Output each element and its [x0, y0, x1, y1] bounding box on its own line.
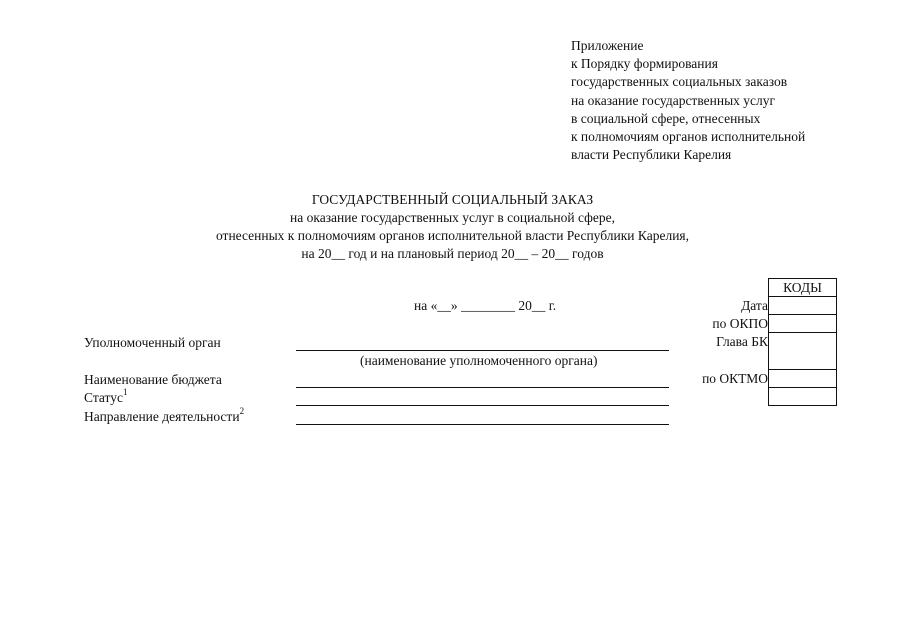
authorized-body-line[interactable]: [296, 350, 669, 351]
document-title: [0, 191, 905, 263]
codes-label-glava-bk: Глава БК: [716, 334, 768, 349]
label-direction: [84, 405, 245, 425]
code-cell-oktmo[interactable]: [769, 370, 837, 388]
code-cell-okpo[interactable]: [769, 315, 837, 333]
label-authorized-body: Уполномоченный орган: [84, 335, 221, 350]
label-budget-name: Наименование бюджета: [84, 372, 222, 387]
appendix-line: власти Республики Карелия: [571, 147, 732, 163]
appendix-line: в социальной сфере, отнесенных: [571, 110, 761, 126]
appendix-line: государственных социальных заказов: [571, 74, 788, 90]
codes-label-okpo: по ОКПО: [712, 316, 768, 331]
footnote-2: 2: [239, 405, 245, 416]
code-cell-extra[interactable]: [769, 388, 837, 406]
status-line[interactable]: [296, 405, 669, 406]
direction-line[interactable]: [296, 424, 669, 425]
appendix-line: Приложение: [571, 38, 644, 53]
title-line-2: отнесенных к полномочиям органов исполнительной власти Республики Карелия,: [215, 228, 690, 243]
authorized-body-hint: (наименование уполномоченного органа): [360, 353, 598, 368]
codes-header: КОДЫ: [769, 279, 837, 297]
title-line-3: на 20__ год и на плановый период 20__ – 20__ годов: [301, 246, 604, 261]
appendix-line: к полномочиям органов исполнительной: [571, 129, 806, 145]
footnote-1: 1: [123, 386, 128, 397]
codes-label-oktmo: по ОКТМО: [702, 371, 768, 386]
title-main: ГОСУДАРСТВЕННЫЙ СОЦИАЛЬНЫЙ ЗАКАЗ: [311, 192, 594, 207]
code-cell-date[interactable]: [769, 297, 837, 315]
codes-table: [768, 278, 837, 406]
document-date: на «__» ________ 20__ г.: [414, 298, 557, 313]
codes-label-date: Дата: [741, 298, 768, 313]
label-direction-text: Направление деятельности: [84, 409, 240, 424]
budget-name-line[interactable]: [296, 387, 669, 388]
label-status: [84, 386, 128, 406]
label-status-text: Статус: [84, 390, 123, 405]
appendix-line: к Порядку формирования: [571, 56, 718, 72]
appendix-block: [571, 37, 805, 164]
code-cell-glava-bk[interactable]: [769, 333, 837, 370]
title-line-1: на оказание государственных услуг в социальной сфере,: [290, 210, 615, 225]
appendix-line: на оказание государственных услуг: [571, 92, 776, 108]
